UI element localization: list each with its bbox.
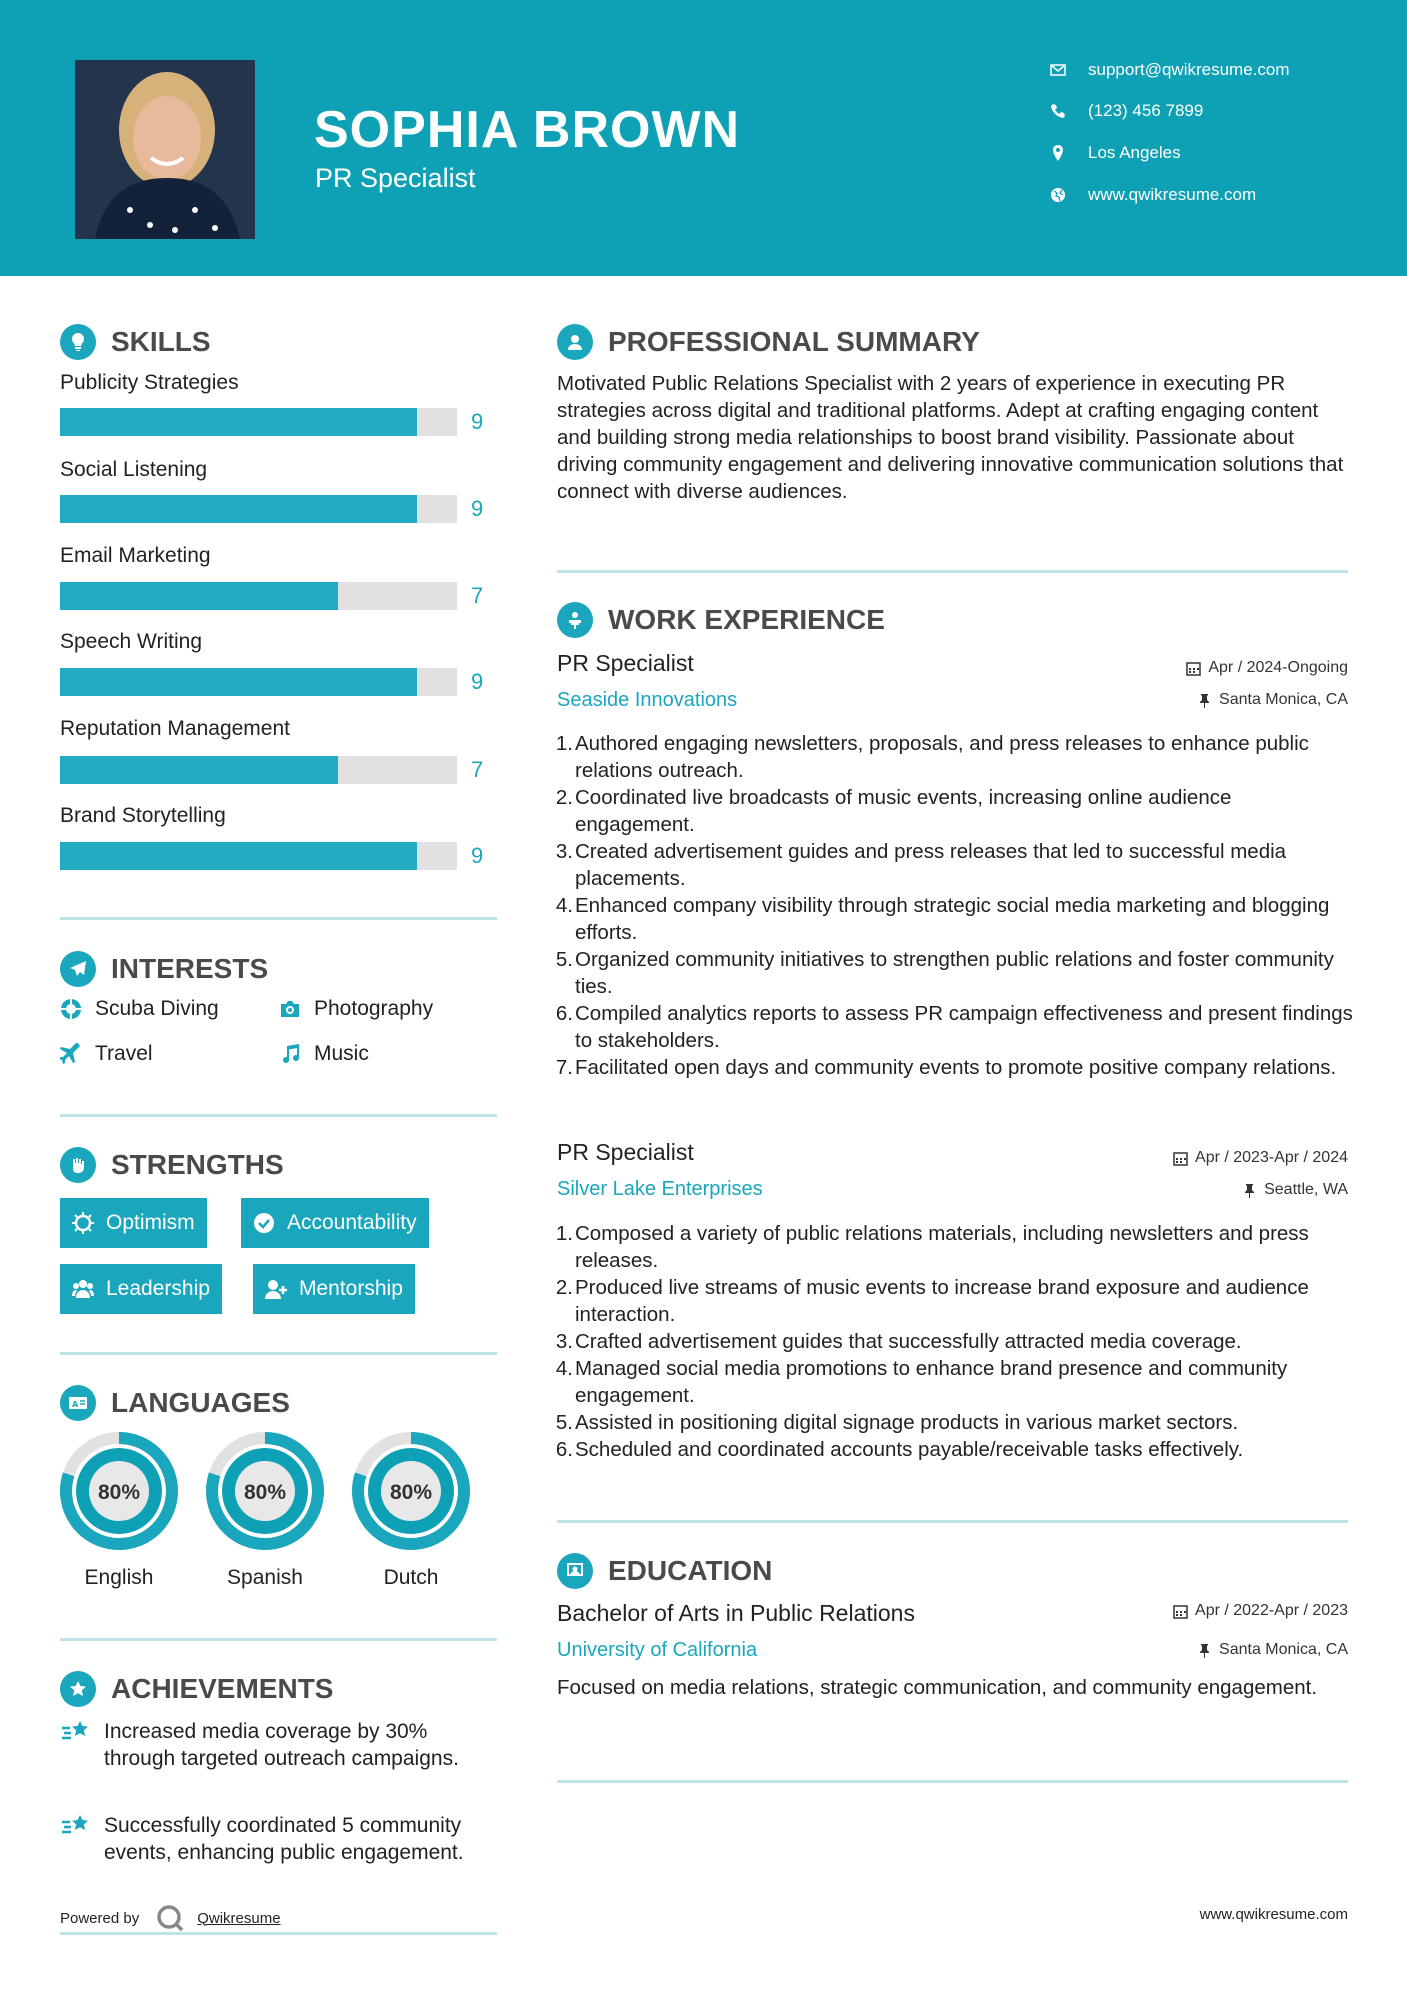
calendar-icon [1173,1151,1188,1166]
summary-text: Motivated Public Relations Specialist with 2 years of experience in executing PR strategies across digital and traditional platforms. Adept at crafting engaging content and building strong media relationships to boost brand visibility. Passionate about driving community engagement and delivering innovative communication solutions that connect with diverse audiences. [557,372,1344,503]
skill-bar [60,842,457,870]
experience-heading: WORK EXPERIENCE [557,602,885,638]
contact-location [1050,143,1181,163]
envelope-icon [1050,62,1066,78]
list-item: 1. Authored engaging newsletters, proposals, and press releases to enhance public relations outreach. [555,732,1309,782]
skill-value: 9 [471,409,484,434]
skill-bar-fill [60,582,338,610]
education-description: Focused on media relations, strategic communication, and community engagement. [557,1676,1318,1699]
skill-bar [60,756,457,784]
language-label: Spanish [227,1566,303,1589]
summary-heading: PROFESSIONAL SUMMARY [557,324,980,360]
strength-chip: Accountability [241,1198,429,1248]
language-ring [351,1431,471,1551]
skill-bar-fill [60,668,417,696]
qwikresume-link[interactable]: Qwikresume [197,1909,281,1927]
contact-email[interactable] [1050,60,1290,80]
location-pin-icon [1050,145,1066,161]
company-name: Silver Lake Enterprises [557,1178,763,1200]
language-ring [59,1431,179,1551]
list-item: 4. Managed social media promotions to enhance brand presence and community engagement. [555,1357,1288,1407]
skill-bar-fill [60,756,338,784]
candidate-role: PR Specialist [315,163,476,193]
interest-item: Scuba Diving [60,997,219,1021]
section-divider [60,917,497,920]
skill-bar [60,408,457,436]
camera-icon [279,998,301,1020]
language-label: English [84,1566,154,1589]
skill-bar [60,668,457,696]
powered-by: Powered by Qwikresume [60,1903,281,1933]
skill-value: 7 [471,757,484,782]
contact-location-text: Los Angeles [1088,143,1181,162]
raised-fist-icon [60,1147,96,1183]
section-divider [557,1520,1348,1523]
job-title: PR Specialist [557,1139,694,1165]
footer-website[interactable]: www.qwikresume.com [1199,1906,1348,1923]
job-title: PR Specialist [557,650,694,676]
skill-value: 7 [471,583,484,608]
strength-chip: Optimism [60,1198,207,1248]
strength-chip: Mentorship [253,1264,415,1314]
list-item: 6. Compiled analytics reports to assess PR campaign effectiveness and present findings to stakeholders. [555,1002,1353,1052]
degree-title: Bachelor of Arts in Public Relations [557,1600,915,1626]
skill-label: Brand Storytelling [60,804,226,827]
star-badge-icon [60,1671,96,1707]
presenter-icon [557,602,593,638]
school-name: University of California [557,1639,758,1661]
skill-label: Reputation Management [60,717,290,740]
education-heading: EDUCATION [557,1553,772,1589]
skill-value: 9 [471,669,484,694]
job-dates: Apr / 2024-Ongoing [1186,659,1348,677]
list-item: 2. Coordinated live broadcasts of music events, increasing online audience engagement. [555,786,1232,836]
music-note-icon [279,1043,301,1065]
achievement-item: Successfully coordinated 5 community events, enhancing public engagement. [60,1812,500,1866]
section-divider [557,570,1348,573]
list-item: 6. Scheduled and coordinated accounts payable/receivable tasks effectively. [555,1438,1244,1461]
strengths-heading: STRENGTHS [60,1147,284,1183]
graduate-icon [557,1553,593,1589]
skill-label: Publicity Strategies [60,371,239,394]
list-item: 5. Organized community initiatives to strengthen public relations and foster community ties. [555,948,1334,998]
section-divider [60,1352,497,1355]
section-divider [60,1932,497,1935]
sun-icon [72,1212,94,1234]
company-name: Seaside Innovations [557,689,738,711]
skills-heading: SKILLS [60,324,211,360]
list-item: 3. Crafted advertisement guides that successfully attracted media coverage. [555,1330,1242,1353]
candidate-name: SOPHIA BROWN [314,101,741,159]
skill-value: 9 [471,496,484,521]
list-item: 5. Assisted in positioning digital signage products in various market sectors. [555,1411,1239,1434]
section-divider [60,1638,497,1641]
profile-photo [75,60,255,239]
contact-email-text: support@qwikresume.com [1088,60,1290,79]
section-divider [60,1114,497,1117]
list-item: 4. Enhanced company visibility through strategic social media marketing and blogging efforts. [555,894,1330,944]
skill-label: Email Marketing [60,544,211,567]
list-item: 3. Created advertisement guides and press releases that led to successful media placements. [555,840,1287,890]
section-divider [557,1780,1348,1783]
job-bullets [555,730,1355,1081]
skill-bar-fill [60,408,417,436]
skill-bar-fill [60,495,417,523]
job-bullets [555,1220,1355,1463]
check-circle-icon [253,1212,275,1234]
job-location: Seattle, WA [1242,1181,1348,1199]
languages-heading: A LANGUAGES [60,1385,290,1421]
language-label: Dutch [383,1566,439,1589]
interest-item: Travel [60,1042,153,1066]
list-item: 7. Facilitated open days and community events to promote positive company relations. [555,1056,1337,1079]
achievements-heading: ACHIEVEMENTS [60,1671,333,1707]
achievement-item: Increased media coverage by 30% through targeted outreach campaigns. [60,1718,500,1772]
skill-value: 9 [471,843,484,868]
education-location: Santa Monica, CA [1197,1641,1348,1659]
language-percent: 80% [243,1481,287,1504]
interests-heading: INTERESTS [60,951,268,987]
language-card-icon [60,1385,96,1421]
user-plus-icon [265,1278,287,1300]
shooting-star-icon [60,1718,92,1746]
pushpin-icon [1197,693,1212,708]
lifebuoy-icon [60,998,82,1020]
interest-item: Photography [279,997,433,1021]
contact-website-text: www.qwikresume.com [1088,185,1257,204]
skill-bar [60,495,457,523]
contact-phone-text: (123) 456 7899 [1088,101,1204,120]
shooting-star-icon [60,1812,92,1840]
pushpin-icon [1242,1183,1257,1198]
job-dates: Apr / 2023-Apr / 2024 [1173,1149,1348,1167]
globe-icon [1050,187,1066,203]
paper-plane-icon [60,951,96,987]
skill-label: Social Listening [60,458,208,481]
phone-icon [1050,103,1066,119]
users-icon [72,1278,94,1300]
list-item: 2. Produced live streams of music events to increase brand exposure and audience interaction. [555,1276,1309,1326]
strength-chip: Leadership [60,1264,222,1314]
svg-text:A: A [72,1400,79,1409]
skill-bar [60,582,457,610]
pushpin-icon [1197,1643,1212,1658]
job-location: Santa Monica, CA [1197,691,1348,709]
list-item: 1. Composed a variety of public relations materials, including newsletters and press releases. [555,1222,1309,1272]
resume-header [0,0,1407,276]
lightbulb-icon [60,324,96,360]
language-percent: 80% [389,1481,433,1504]
calendar-icon [1173,1604,1188,1619]
qwikresume-logo-icon [155,1903,185,1933]
skill-label: Speech Writing [60,630,203,653]
language-ring [205,1431,325,1551]
calendar-icon [1186,661,1201,676]
plane-icon [60,1043,82,1065]
user-icon [557,324,593,360]
skill-bar-fill [60,842,417,870]
contact-website[interactable] [1050,185,1256,205]
language-percent: 80% [97,1481,141,1504]
interest-item: Music [279,1042,369,1066]
education-dates: Apr / 2022-Apr / 2023 [1173,1602,1348,1620]
contact-phone[interactable] [1050,101,1203,121]
